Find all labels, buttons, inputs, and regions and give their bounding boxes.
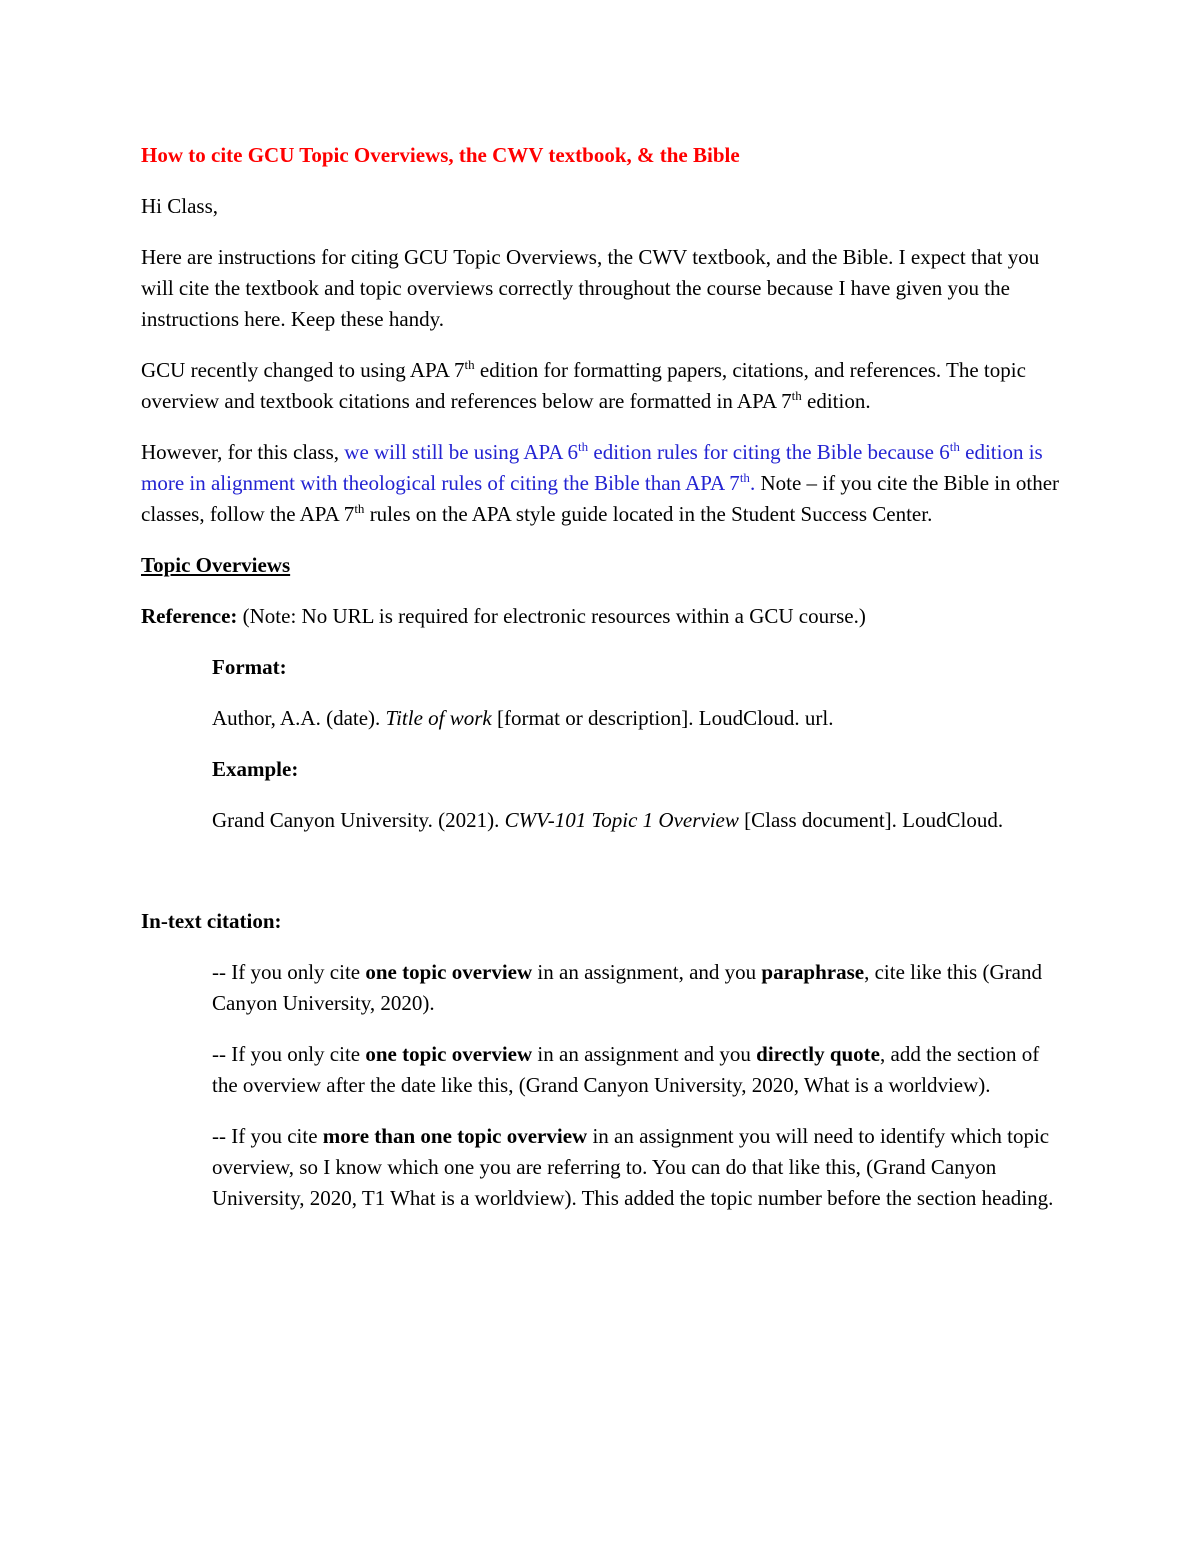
in-text-citation-label: In-text citation: — [141, 909, 282, 933]
topic-overviews-heading: Topic Overviews — [141, 553, 291, 577]
example-label: Example: — [212, 757, 299, 781]
spacer — [141, 856, 1066, 906]
intro-paragraph: Here are instructions for citing GCU Topic Overviews, the CWV textbook, and the Bible. I expect that you will cite the textbook and topic overviews correctly throughout the course because I have given you the instructions here. Keep these handy. — [141, 245, 1040, 331]
document-page — [141, 140, 1066, 1234]
format-label: Format: — [212, 655, 287, 679]
greeting: Hi Class, — [141, 194, 219, 218]
reference-note: (Note: No URL is required for electronic resources within a GCU course.) — [237, 604, 866, 628]
format-line: Author, A.A. (date). Title of work [format or description]. LoudCloud. url. — [212, 706, 834, 730]
example-line: Grand Canyon University. (2021). CWV-101 Topic 1 Overview [Class document]. LoudCloud. — [212, 808, 1004, 832]
in-text-item-paraphrase: -- If you only cite one topic overview in an assignment, and you paraphrase, cite like this (Grand Canyon University, 2020). — [212, 960, 1042, 1015]
in-text-item-direct-quote: -- If you only cite one topic overview in an assignment and you directly quote, add the section of the overview after the date like this, (Grand Canyon University, 2020, What is a worldview). — [212, 1042, 1040, 1097]
however-paragraph: However, for this class, we will still be using APA 6th edition rules for citing the Bible because 6th edition is more in alignment with theological rules of citing the Bible than APA 7th. Note – if you cite the Bible in other classes, follow the APA 7th rules on the APA style guide located in the Student Success Center. — [141, 439, 1060, 526]
reference-label: Reference: — [141, 604, 238, 628]
reference-line — [141, 601, 1066, 632]
in-text-item-multiple: -- If you cite more than one topic overview in an assignment you will need to identify which topic overview, so I know which one you are referring to. You can do that like this, (Grand Canyon University, 2020, T1 What is a worldview). This added the topic number before the section heading. — [212, 1124, 1054, 1210]
document-title: How to cite GCU Topic Overviews, the CWV textbook, & the Bible — [141, 143, 740, 167]
apa6-highlight: we will still be using APA 6th edition rules for citing the Bible because 6th edition is more in alignment with theological rules of citing the Bible than APA 7th. — [141, 439, 1043, 495]
apa-change-paragraph: GCU recently changed to using APA 7th edition for formatting papers, citations, and references. The topic overview and textbook citations and references below are formatted in APA 7th edition. — [141, 357, 1026, 413]
